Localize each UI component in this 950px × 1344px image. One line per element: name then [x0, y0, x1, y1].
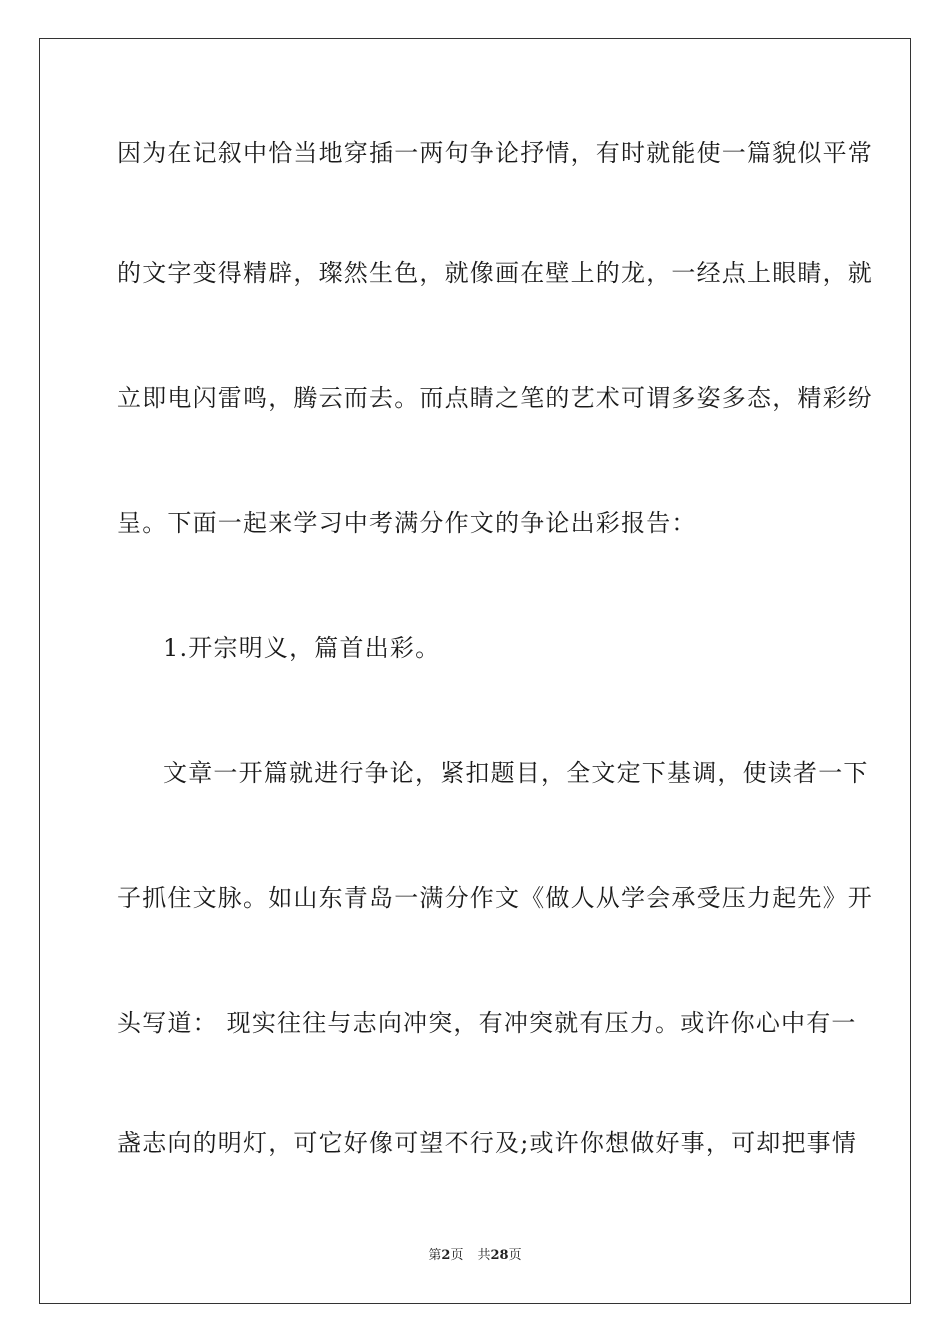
page-border [39, 38, 911, 1304]
body-line-2: 的文字变得精辟，璨然生色，就像画在壁上的龙，一经点上眼睛，就 [117, 259, 873, 287]
body-line-6: 文章一开篇就进行争论，紧扣题目，全文定下基调，使读者一下 [163, 759, 869, 787]
page-total: 28 [490, 1248, 509, 1263]
body-line-4: 呈。下面一起来学习中考满分作文的争论出彩报告： [117, 509, 697, 537]
body-line-8: 头写道： 现实往往与志向冲突，有冲突就有压力。或许你心中有一 [117, 1009, 857, 1037]
body-line-3: 立即电闪雷鸣，腾云而去。而点睛之笔的艺术可谓多姿多态，精彩纷 [117, 384, 873, 412]
body-line-1: 因为在记叙中恰当地穿插一两句争论抒情，有时就能使一篇貌似平常 [117, 139, 873, 167]
page-prefix: 第 [428, 1248, 442, 1263]
total-prefix: 共 [477, 1248, 491, 1263]
total-suffix: 页 [508, 1248, 522, 1263]
page-footer [0, 1247, 950, 1265]
list-heading-1: 1.开宗明义，篇首出彩。 [163, 634, 441, 662]
page-suffix: 页 [450, 1248, 464, 1263]
body-line-9: 盏志向的明灯，可它好像可望不行及;或许你想做好事，可却把事情 [117, 1129, 858, 1157]
body-line-7: 子抓住文脉。如山东青岛一满分作文《做人从学会承受压力起先》开 [117, 884, 873, 912]
page-current: 2 [441, 1248, 451, 1263]
